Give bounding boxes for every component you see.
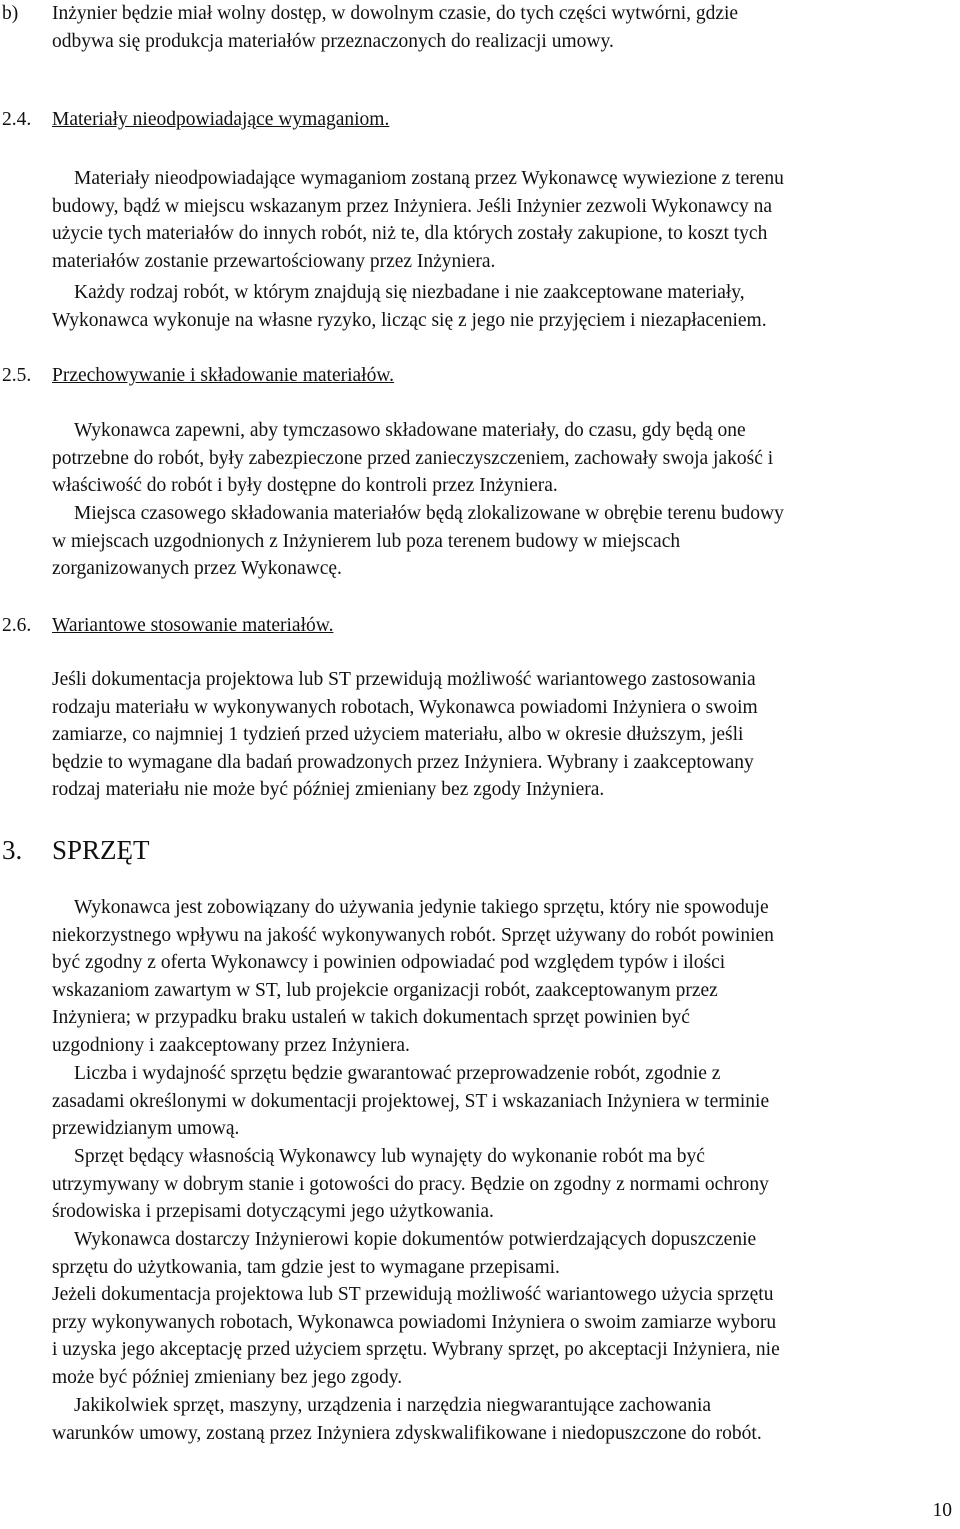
text-line: materiałów zostanie przewartościowany przez Inżyniera. [52, 250, 496, 272]
text-line: Inżynier będzie miał wolny dostęp, w dowolnym czasie, do tych części wytwórni, gdzie [52, 3, 739, 24]
paragraph-item-b [52, 0, 952, 55]
text-line: Wykonawca jest zobowiązany do używania jedynie takiego sprzętu, który nie spowoduje [74, 897, 769, 918]
section-title-2-4: Materiały nieodpowiadające wymaganiom. [52, 109, 390, 130]
section-title-2-6: Wariantowe stosowanie materiałów. [52, 615, 334, 636]
section-title-3: SPRZĘT [52, 835, 150, 865]
text-line: przewidzianym umową. [52, 1118, 240, 1139]
text-line: odbywa się produkcja materiałów przeznaczonych do realizacji umowy. [52, 30, 614, 52]
text-line: Każdy rodzaj robót, w którym znajdują się niezbadane i nie zaakceptowane materiały, [74, 282, 745, 303]
text-line: zasadami określonymi w dokumentacji projektowej, ST i wskazaniach Inżyniera w terminie [52, 1090, 770, 1112]
text-line: właściwość do robót i były dostępne do kontroli przez Inżyniera. [52, 475, 558, 496]
page-number: 10 [932, 1500, 952, 1521]
text-line: potrzebne do robót, były zabezpieczone przed zanieczyszczeniem, zachowały swoja jakość i [52, 447, 774, 469]
text-line: utrzymywany w dobrym stanie i gotowości do pracy. Będzie on zgodny z normami ochrony [52, 1173, 769, 1195]
text-line: Jeśli dokumentacja projektowa lub ST przewidują możliwość wariantowego zastosowania [52, 669, 756, 690]
paragraph-3-1 [52, 894, 952, 1059]
text-line: Jeżeli dokumentacja projektowa lub ST przewidują możliwość wariantowego użycia sprzętu [52, 1284, 774, 1305]
paragraph-3-6 [52, 1392, 952, 1447]
text-line: Wykonawca wykonuje na własne ryzyko, licząc się z jego nie przyjęciem i niezapłaceniem. [52, 309, 767, 331]
text-line: zamiarze, co najmniej 1 tydzień przed użyciem materiału, albo w okresie dłuższym, jeśli [52, 724, 744, 745]
text-line: Materiały nieodpowiadające wymaganiom zostaną przez Wykonawcę wywiezione z terenu [74, 168, 784, 189]
text-line: w miejscach uzgodnionych z Inżynierem lub poza terenem budowy w miejscach [52, 530, 681, 552]
text-line: uzgodniony i zaakceptowany przez Inżyniera. [52, 1034, 410, 1056]
section-number-2-5: 2.5. [2, 365, 32, 386]
text-line: i uzyska jego akceptację przed użyciem sprzętu. Wybrany sprzęt, po akceptacji Inżyniera, nie [52, 1339, 780, 1360]
text-line: zorganizowanych przez Wykonawcę. [52, 558, 342, 579]
section-number-2-4: 2.4. [2, 109, 32, 130]
text-line: Inżyniera; w przypadku braku ustaleń w takich dokumentach sprzęt powinien być [52, 1007, 690, 1028]
paragraph-2-4-2 [52, 279, 952, 334]
list-marker-b: b) [2, 3, 19, 24]
paragraph-2-5-1 [52, 417, 952, 500]
text-line: Sprzęt będący własnością Wykonawcy lub wynajęty do wykonanie robót ma być [74, 1146, 705, 1167]
text-line: Miejsca czasowego składowania materiałów będą zlokalizowane w obrębie terenu budowy [74, 503, 784, 524]
text-line: rodzaju materiału w wykonywanych robotach, Wykonawca powiadomi Inżyniera o swoim [52, 696, 758, 718]
paragraph-3-3 [52, 1143, 952, 1226]
paragraph-2-4-1 [52, 165, 952, 275]
text-line: użycie tych materiałów do innych robót, niż te, dla których zostały zakupione, to koszt tych [52, 223, 768, 244]
text-line: będzie to wymagane dla badań prowadzonych przez Inżyniera. Wybrany i zaakceptowany [52, 751, 754, 773]
text-line: Jakikolwiek sprzęt, maszyny, urządzenia i narzędzia niegwarantujące zachowania [74, 1395, 712, 1416]
text-line: budowy, bądź w miejscu wskazanym przez Inżyniera. Jeśli Inżynier zezwoli Wykonawcy na [52, 195, 773, 217]
paragraph-3-5 [52, 1281, 952, 1391]
paragraph-2-6-1 [52, 666, 952, 804]
paragraph-2-5-2 [52, 500, 952, 583]
text-line: być zgodny z oferta Wykonawcy i powinien odpowiadać pod względem typów i ilości [52, 952, 726, 973]
text-line: Wykonawca dostarczy Inżynierowi kopie dokumentów potwierdzających dopuszczenie [74, 1229, 757, 1250]
text-line: rodzaj materiału nie może być później zmieniany bez zgody Inżyniera. [52, 779, 605, 800]
text-line: środowiska i przepisami dotyczącymi jego użytkowania. [52, 1201, 494, 1222]
paragraph-3-4 [52, 1226, 952, 1281]
text-line: sprzętu do użytkowania, tam gdzie jest to wymagane przepisami. [52, 1256, 560, 1278]
section-number-2-6: 2.6. [2, 615, 32, 636]
text-line: Liczba i wydajność sprzętu będzie gwarantować przeprowadzenie robót, zgodnie z [74, 1063, 721, 1084]
text-line: może być później zmieniany bez jego zgody. [52, 1366, 403, 1388]
text-line: wskazaniom zawartym w ST, lub projekcie organizacji robót, zaakceptowanym przez [52, 979, 718, 1001]
section-number-3: 3. [2, 835, 23, 865]
text-line: warunków umowy, zostaną przez Inżyniera zdyskwalifikowane i niedopuszczone do robót. [52, 1422, 762, 1444]
section-title-2-5: Przechowywanie i składowanie materiałów. [52, 365, 395, 386]
text-line: niekorzystnego wpływu na jakość wykonywanych robót. Sprzęt używany do robót powinien [52, 924, 774, 946]
text-line: przy wykonywanych robotach, Wykonawca powiadomi Inżyniera o swoim zamiarze wyboru [52, 1311, 777, 1333]
text-line: Wykonawca zapewni, aby tymczasowo składowane materiały, do czasu, gdy będą one [74, 420, 746, 441]
paragraph-3-2 [52, 1060, 952, 1143]
